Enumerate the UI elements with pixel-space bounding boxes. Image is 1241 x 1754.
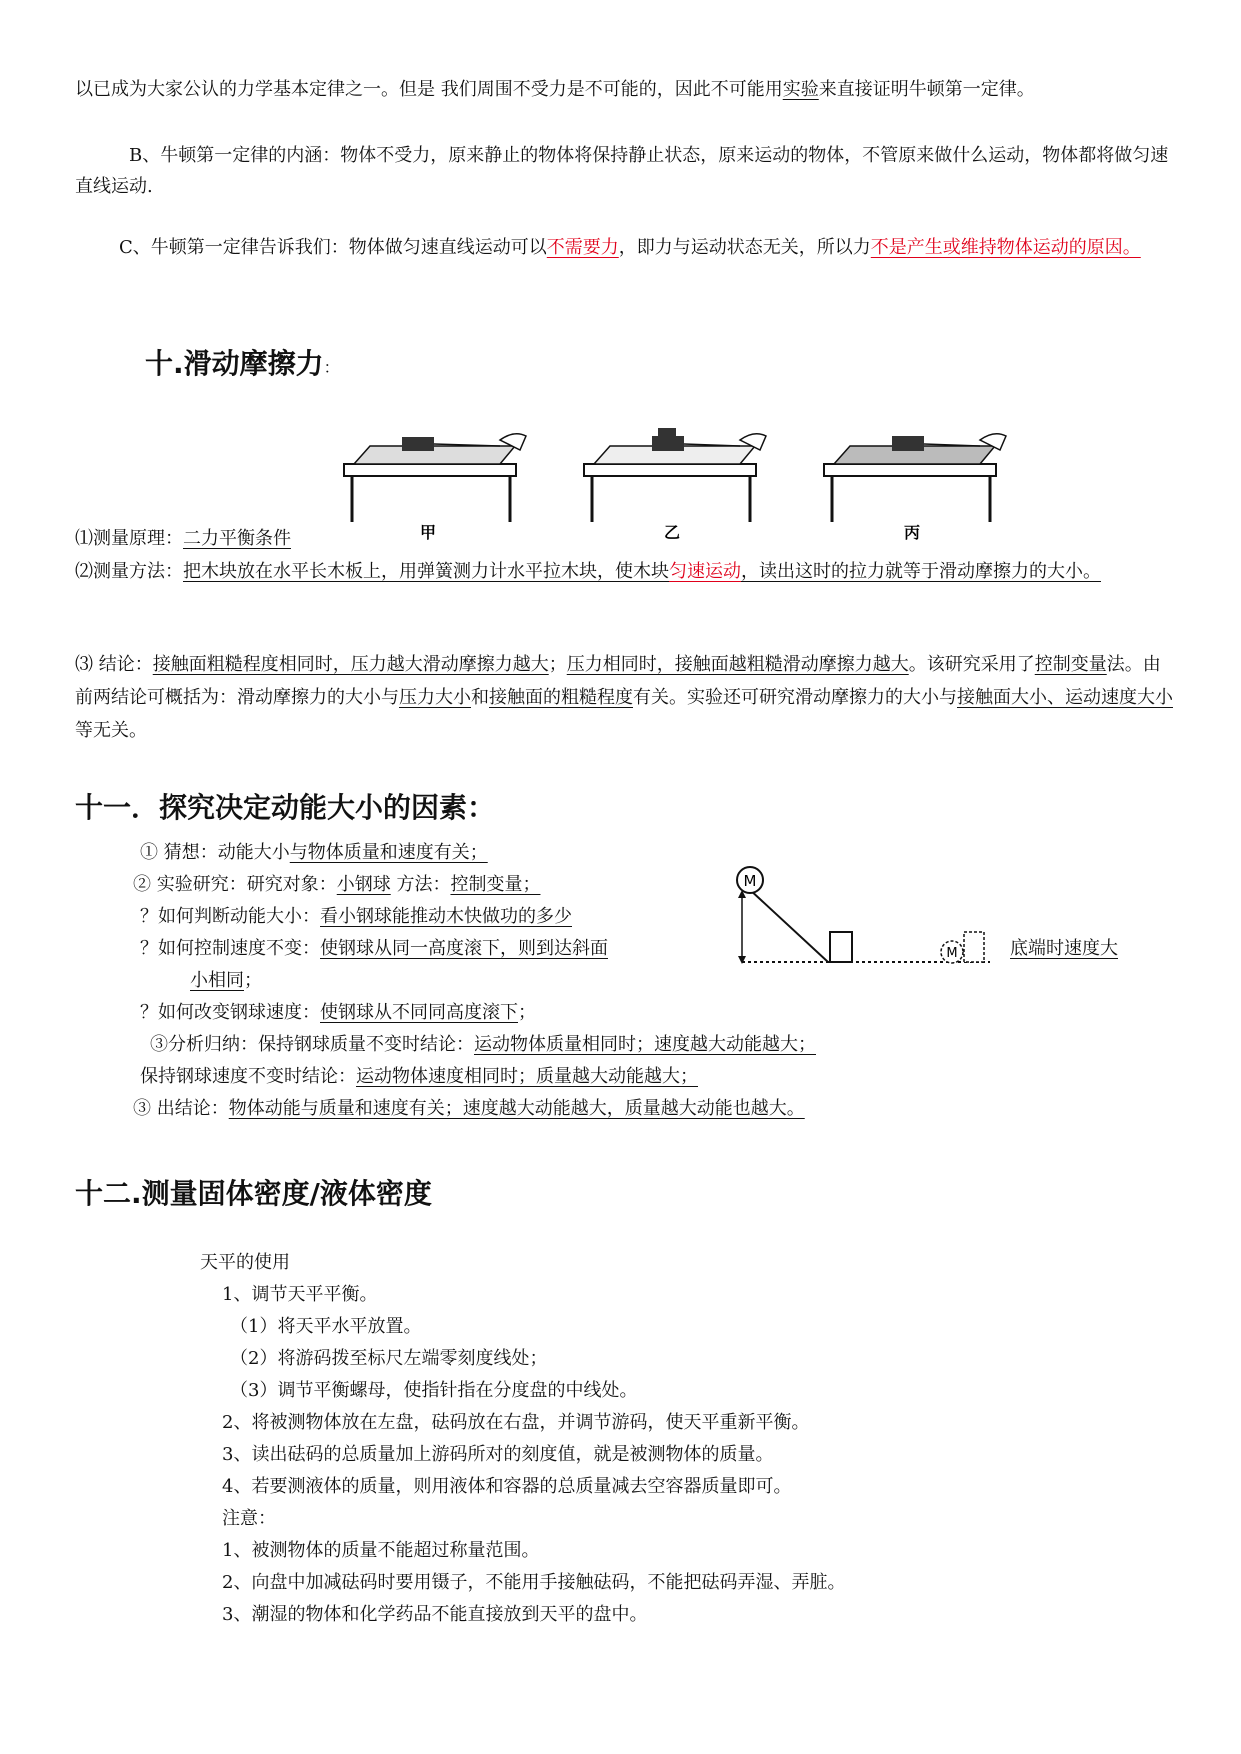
kinetic-change-speed: ？如何改变钢球速度：使钢球从不同同高度滚下； <box>140 1002 536 1023</box>
red-underline-not-cause: 不是产生或维持物体运动的原因。 <box>870 237 1141 258</box>
table-jia <box>344 434 526 522</box>
kinetic-control-speed-tail: 底端时速度大 <box>1010 938 1118 959</box>
label-yi: 乙 <box>663 523 681 542</box>
kinetic-analysis-2: 保持钢球速度不变时结论：运动物体速度相同时；质量越大动能越大； <box>140 1066 698 1087</box>
list-item: 3、读出砝码的总质量加上游码所对的刻度值，就是被测物体的质量。 <box>222 1444 774 1465</box>
list-item: （3）调节平衡螺母，使指针指在分度盘的中线处。 <box>230 1380 638 1401</box>
friction-heading: 十.滑动摩擦力： <box>145 347 340 380</box>
underlined-experiment: 实验 <box>782 79 819 100</box>
red-underline-no-force: 不需要力 <box>546 237 619 258</box>
list-item: 2、将被测物体放在左盘，砝码放在右盘，并调节游码，使天平重新平衡。 <box>222 1412 810 1433</box>
kinetic-heading: 十一．探究决定动能大小的因素： <box>75 791 496 824</box>
red-uniform-motion: 匀速运动 <box>669 561 741 582</box>
list-item: 1、被测物体的质量不能超过称量范围。 <box>222 1540 540 1561</box>
newton-paragraph-c: C、牛顿第一定律告诉我们：物体做匀速直线运动可以不需要力，即力与运动状态无关，所以力不是产生或维持物体运动的原因。 <box>119 237 1141 258</box>
friction-experiment-figure <box>340 420 1040 545</box>
friction-principle: ⑴测量原理：二力平衡条件 <box>75 528 291 549</box>
friction-method: ⑵测量方法：把木块放在水平长木板上，用弹簧测力计水平拉木块，使木块匀速运动，读出这时的拉力就等于滑动摩擦力的大小。 <box>75 561 1101 582</box>
table-bing <box>824 434 1006 522</box>
density-heading: 十二.测量固体密度/液体密度 <box>75 1177 432 1210</box>
kinetic-analysis-1: ③分析归纳：保持钢球质量不变时结论：运动物体质量相同时；速度越大动能越大； <box>150 1034 816 1055</box>
kinetic-judge: ？如何判断动能大小：看小钢球能推动木快做功的多少 <box>140 906 572 927</box>
ball-label: M <box>743 872 757 890</box>
kinetic-control-speed: ？如何控制速度不变：使钢球从同一高度滚下，则到达斜面 <box>140 938 608 959</box>
kinetic-study: ② 实验研究：研究对象：小钢球 方法：控制变量； <box>133 874 541 895</box>
ball-label-final: M <box>946 946 958 961</box>
label-bing: 丙 <box>903 523 921 542</box>
kinetic-conclusion: ③ 出结论：物体动能与质量和速度有关；速度越大动能越大，质量越大动能也越大。 <box>133 1098 805 1119</box>
list-item: 4、若要测液体的质量，则用液体和容器的总质量减去空容器质量即可。 <box>222 1476 792 1497</box>
friction-conclusion: ⑶ 结论：接触面粗糙程度相同时，压力越大滑动摩擦力越大；压力相同时，接触面越粗糙滑动摩擦力越大。该研究采用了控制变量法。由前两结论可概括为：滑动摩擦力的大小与压力大小和接触面的粗糙程度有关。实验还可研究滑动摩擦力的大小与接触面大小、运动速度大小等无关。 <box>75 654 1173 741</box>
kinetic-ramp-figure <box>730 862 1000 982</box>
list-item: 1、调节天平平衡。 <box>222 1284 378 1305</box>
newton-paragraph-b: B、牛顿第一定律的内涵：物体不受力，原来静止的物体将保持静止状态，原来运动的物体，不管原来做什么运动，物体都将做匀速直线运动. <box>75 145 1169 197</box>
newton-paragraph-1: 以已成为大家公认的力学基本定律之一。但是 我们周围不受力是不可能的，因此不可能用实验来直接证明牛顿第一定律。 <box>75 79 1035 100</box>
list-item: 2、向盘中加减砝码时要用镊子，不能用手接触砝码，不能把砝码弄湿、弄脏。 <box>222 1572 846 1593</box>
list-item: 3、潮湿的物体和化学药品不能直接放到天平的盘中。 <box>222 1604 648 1625</box>
label-jia: 甲 <box>419 523 437 542</box>
list-item: 注意： <box>222 1508 276 1529</box>
table-yi <box>584 428 766 522</box>
list-item: （2）将游码拨至标尺左端零刻度线处； <box>230 1348 548 1369</box>
list-item: （1）将天平水平放置。 <box>230 1316 422 1337</box>
kinetic-guess: ① 猜想：动能大小与物体质量和速度有关； <box>140 842 488 863</box>
kinetic-control-speed-end: 小相同； <box>190 970 262 991</box>
list-item: 天平的使用 <box>200 1252 290 1273</box>
